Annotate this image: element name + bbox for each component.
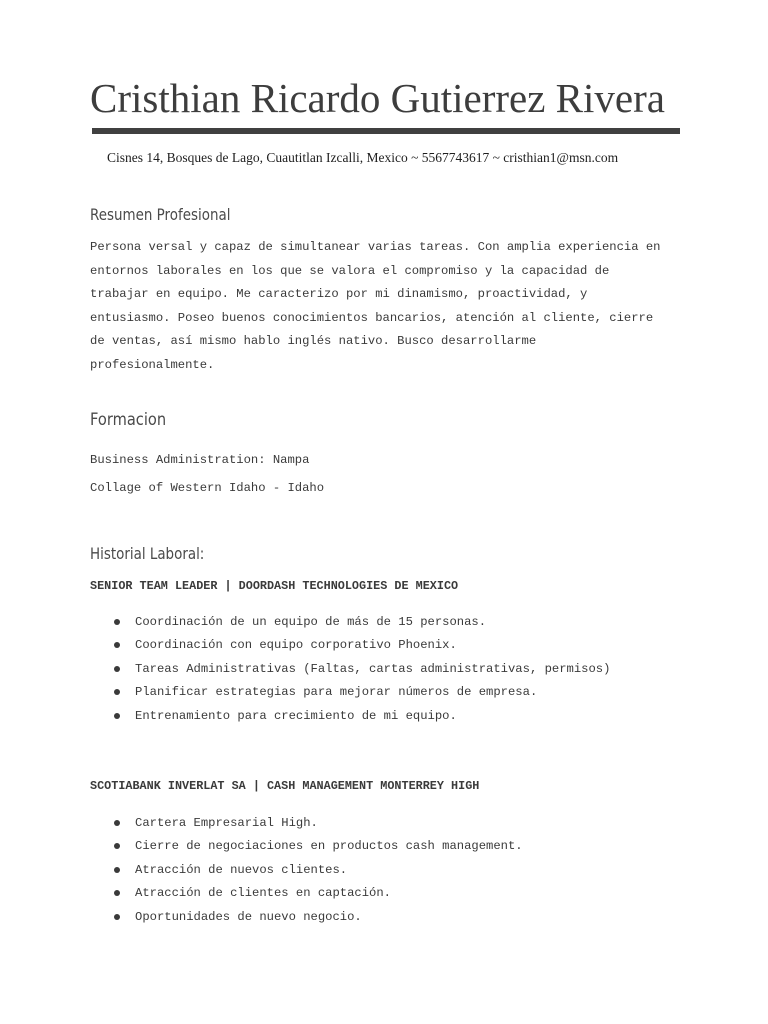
education-line: Business Administration: Nampa <box>90 453 310 467</box>
list-item <box>110 613 610 636</box>
summary-text: Persona versal y capaz de simultanear varias tareas. Con amplia experiencia en entornos laborales en los que se valora el compromiso y la capacidad de trabajar en equipo. Me caracterizo por mi dinamismo, proactividad, y entusiasmo. Poseo buenos conocimientos bancarios, atención al cliente, cierre de ventas, así mismo hablo inglés nativo. Busco desarrollarme profesionalmente. <box>90 240 661 372</box>
list-item <box>110 636 610 659</box>
list-item <box>110 908 523 931</box>
duty-text: Coordinación con equipo corporativo Phoenix. <box>135 638 457 653</box>
bullet-icon <box>114 843 120 849</box>
job-duties-list <box>110 613 610 730</box>
duty-text: Entrenamiento para crecimiento de mi equipo. <box>135 708 457 723</box>
bullet-icon <box>114 867 120 873</box>
duty-text: Oportunidades de nuevo negocio. <box>135 909 362 924</box>
list-item <box>110 660 610 683</box>
list-item <box>110 707 610 730</box>
header-divider <box>92 128 680 134</box>
candidate-name: Cristhian Ricardo Gutierrez Rivera <box>90 75 665 121</box>
duty-text: Cartera Empresarial High. <box>135 816 318 830</box>
duty-text: Coordinación de un equipo de más de 15 personas. <box>135 615 487 629</box>
bullet-icon <box>114 642 120 648</box>
bullet-icon <box>114 713 120 719</box>
job-title: SCOTIABANK INVERLAT SA | CASH MANAGEMENT MONTERREY HIGH <box>90 779 480 793</box>
summary-heading: Resumen Profesional <box>90 205 231 224</box>
duty-text: Atracción de nuevos clientes. <box>135 862 348 877</box>
bullet-icon <box>114 666 120 672</box>
bullet-icon <box>114 890 120 896</box>
duty-text: Planificar estrategias para mejorar números de empresa. <box>135 685 538 700</box>
education-heading: Formacion <box>90 410 167 430</box>
list-item <box>110 814 523 837</box>
list-item <box>110 861 523 884</box>
duty-text: Cierre de negociaciones en productos cash management. <box>135 839 523 854</box>
work-history-heading: Historial Laboral: <box>90 544 205 563</box>
list-item <box>110 837 523 860</box>
duty-text: Tareas Administrativas (Faltas, cartas administrativas, permisos) <box>135 661 611 676</box>
contact-line: Cisnes 14, Bosques de Lago, Cuautitlan Izcalli, Mexico ~ 5567743617 ~ cristhian1@msn.com <box>107 150 619 165</box>
bullet-icon <box>114 820 120 826</box>
list-item <box>110 683 610 706</box>
bullet-icon <box>114 914 120 920</box>
education-line: Collage of Western Idaho - Idaho <box>90 481 325 495</box>
job-title: SENIOR TEAM LEADER | DOORDASH TECHNOLOGIES DE MEXICO <box>90 579 459 593</box>
list-item <box>110 884 523 907</box>
bullet-icon <box>114 689 120 695</box>
job-duties-list <box>110 814 523 931</box>
bullet-icon <box>114 619 120 625</box>
duty-text: Atracción de clientes en captación. <box>135 886 391 901</box>
